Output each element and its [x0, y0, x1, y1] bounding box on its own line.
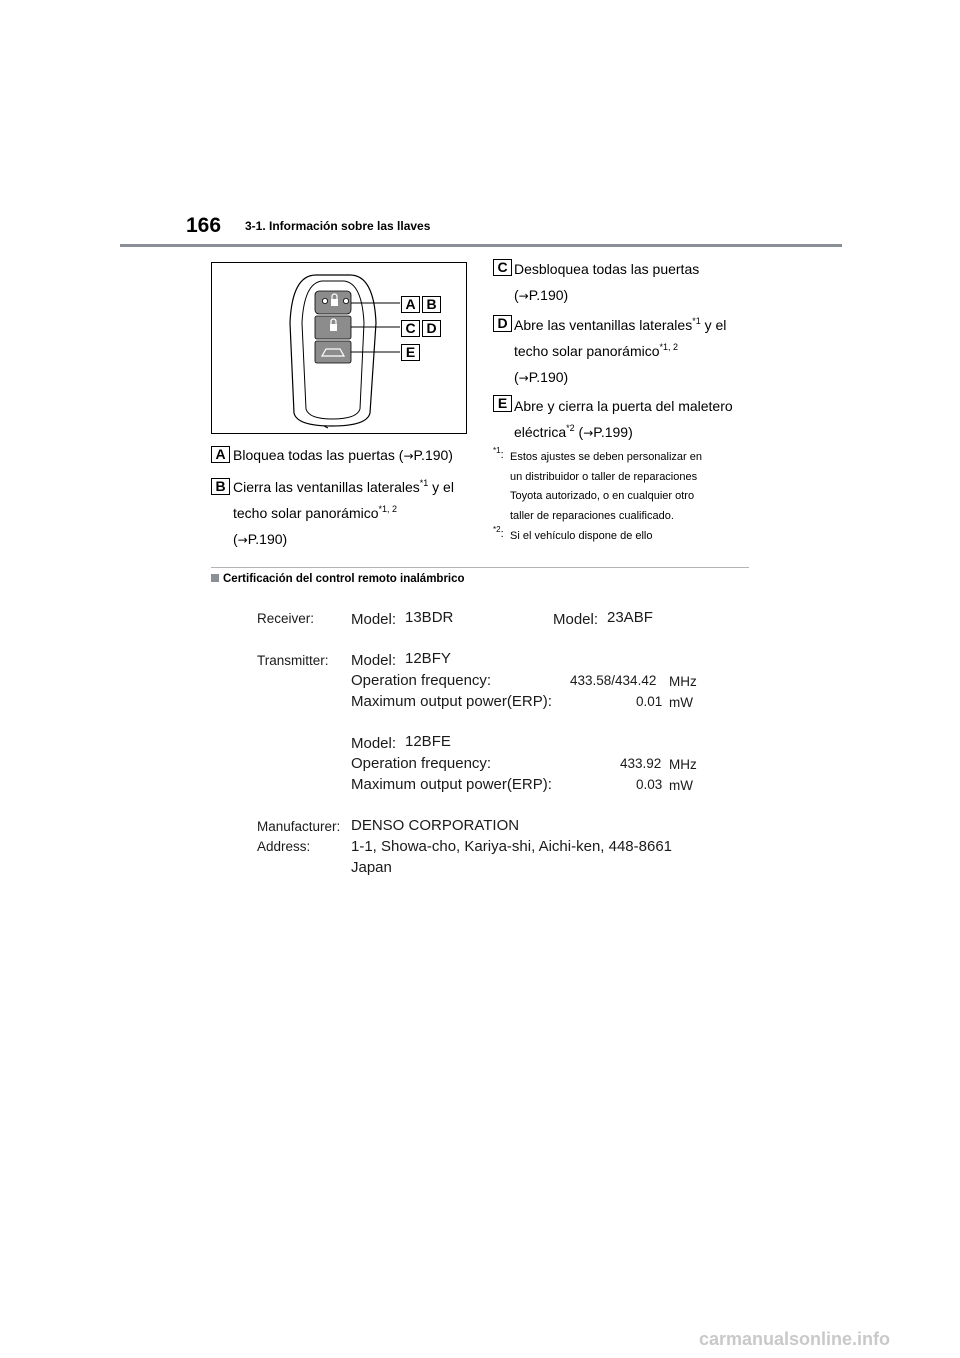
callout-a: A [401, 296, 420, 313]
receiver-label: Receiver: [257, 611, 315, 626]
item-c: Desbloquea todas las puertas (→P.190) [514, 256, 699, 309]
item-d-sup2: *1, 2 [659, 342, 679, 352]
subheading: Certificación del control remoto inalámbrico [211, 573, 465, 585]
arrow-icon: → [583, 426, 594, 440]
transmitter-1-power: 0.01 [636, 694, 663, 709]
item-a [233, 442, 453, 469]
address-label: Address: [257, 839, 311, 854]
item-b-ref: P.190 [247, 531, 283, 547]
item-b-sup2: *1, 2 [378, 504, 398, 514]
item-a-label: A [211, 446, 230, 463]
address-line-1: 1-1, Showa-cho, Kariya-shi, Aichi-ken, 448-8661 [351, 838, 673, 855]
item-d-label: D [493, 315, 512, 332]
section-divider [211, 567, 749, 568]
item-e: Abre y cierra la puerta del maletero eléctrica$^{*2}$ (→P.199) [514, 393, 733, 446]
item-c-ref: P.190 [528, 287, 564, 303]
callout-c: C [401, 320, 420, 337]
address-line-2: Japan [351, 859, 392, 876]
manufacturer: DENSO CORPORATION [351, 817, 520, 834]
square-bullet-icon [211, 574, 219, 582]
transmitter-2-power-unit: mW [669, 778, 693, 793]
item-d-line1-end: y el [700, 317, 727, 333]
arrow-icon: → [518, 371, 529, 385]
item-b-sup1: *1 [419, 478, 429, 488]
callout-e: E [401, 344, 420, 361]
watermark: carmanualsonline.info [698, 1329, 890, 1349]
transmitter-1-freq-label: Operation frequency: [351, 672, 492, 689]
item-a-close: ) [448, 447, 453, 463]
transmitter-1-power-label: Maximum output power(ERP): [351, 693, 552, 710]
callout-d: D [422, 320, 441, 337]
item-b-line1: Cierra las ventanillas laterales [233, 479, 420, 495]
receiver-model-2: 23ABF [607, 609, 653, 626]
transmitter-1-freq: 433.58/434.42 [570, 673, 657, 688]
item-e-label: E [493, 395, 512, 412]
transmitter-2-freq-unit: MHz [669, 757, 697, 772]
transmitter-1-power-unit: mW [669, 695, 693, 710]
transmitter-2-model: 12BFE [405, 733, 451, 750]
item-c-label: C [493, 259, 512, 276]
arrow-icon: → [403, 449, 414, 463]
item-a-text: Bloquea todas las puertas ( [233, 447, 404, 463]
transmitter-2-power-label: Maximum output power(ERP): [351, 776, 552, 793]
item-d-line2: techo solar panorámico [514, 343, 660, 359]
arrow-icon: → [237, 533, 248, 547]
item-e-ref: P.199 [593, 424, 629, 440]
item-e-sup2: *2 [566, 423, 575, 433]
item-d-line1: Abre las ventanillas laterales [514, 317, 693, 333]
transmitter-1-freq-unit: MHz [669, 674, 697, 689]
item-d: Abre las ventanillas laterales$^{*1}$ y el techo solar panorámico$^{*1, 2}$ (→P.190) [514, 316, 727, 385]
item-b: Cierra las ventanillas laterales$^{*1}$ y el techo solar panorámico$^{*1, 2}$ (→P.190) [233, 478, 454, 547]
arrow-icon: → [518, 289, 529, 303]
transmitter-2-model-label: Model: [351, 735, 397, 752]
transmitter-2-power: 0.03 [636, 777, 663, 792]
footnote-2-mark: $^{*2}$: [493, 525, 504, 540]
item-a-ref: P.190 [413, 447, 449, 463]
item-d-ref: P.190 [528, 369, 564, 385]
callout-b: B [422, 296, 441, 313]
transmitter-2-freq: 433.92 [620, 756, 662, 771]
item-c-line1: Desbloquea todas las puertas [514, 261, 700, 277]
item-b-line2: techo solar panorámico [233, 505, 379, 521]
transmitter-2-freq-label: Operation frequency: [351, 755, 492, 772]
header-rule [120, 244, 842, 247]
receiver-model-label-1: Model: [351, 611, 397, 628]
transmitter-label: Transmitter: [257, 653, 329, 668]
footnote-1: Estos ajustes se deben personalizar en un distribuidor o taller de reparaciones Toyota autorizado, o en cualquier otro taller de reparaciones cualificado. [510, 451, 703, 522]
smart-key-figure [211, 262, 467, 434]
footnote-1-mark: $^{*1}$: [493, 446, 504, 461]
item-e-line1: Abre y cierra la puerta del maletero [514, 398, 733, 414]
item-e-line2: eléctrica [514, 424, 567, 440]
receiver-model-1: 13BDR [405, 609, 454, 626]
section-title: 3-1. Información sobre las llaves [245, 219, 431, 233]
item-b-label: B [211, 478, 230, 495]
item-b-line1-end: y el [428, 479, 454, 495]
item-d-sup1: *1 [692, 316, 701, 326]
footnote-2: Si el vehículo dispone de ello [510, 530, 653, 542]
manufacturer-label: Manufacturer: [257, 819, 341, 834]
smart-key-illustration [212, 263, 466, 433]
transmitter-1-model-label: Model: [351, 652, 397, 669]
page-number: 166 [186, 214, 222, 237]
transmitter-1-model: 12BFY [405, 650, 451, 667]
receiver-model-label-2: Model: [553, 611, 599, 628]
